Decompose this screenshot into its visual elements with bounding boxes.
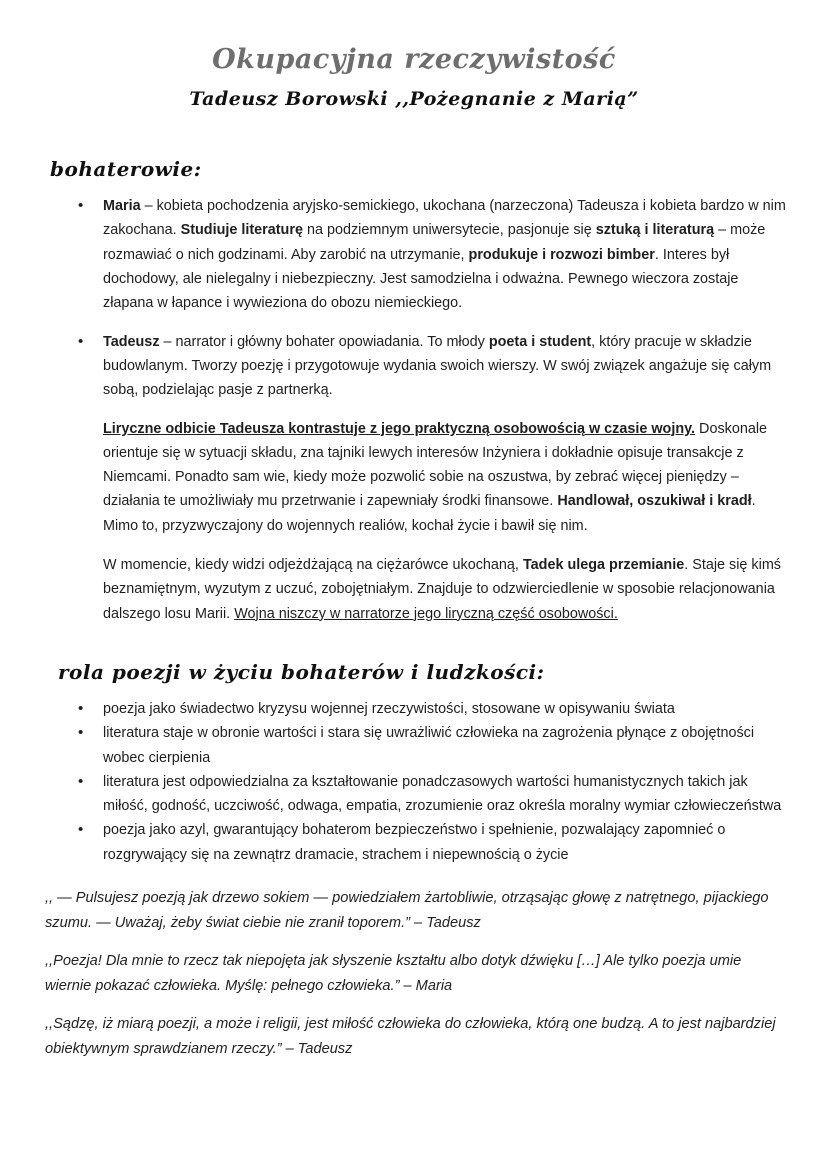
list-item-literature-values: • literatura staje w obronie wartości i stara się uwrażliwić człowieka na zagrożenia płynące z obojętności wobec cierpienia [103,721,790,770]
poetry-role-list [38,697,790,867]
characters-heading: bohaterowie: [50,157,202,182]
list-item-poetry-asylum: • poezja jako azyl, gwarantujący bohaterom bezpieczeństwo i spełnienie, pozwalający zapomnieć o rozgrywający się na zewnątrz dramacie, strachem i niepewnością o życie [103,818,790,867]
paragraph-transformation: W momencie, kiedy widzi odjeżdżającą na ciężarówce ukochaną, Tadek ulega przemianie. Staje się kimś beznamiętnym, wyzutym z uczuć, zobojętniałym. Znajduje to odzwierciedlenie w sposobie relacjonowania dalszego losu Marii. Wojna niszczy w narratorze jego liryczną część osobowości. [103,557,781,622]
quote-tadeusz-1: ,, — Pulsujesz poezją jak drzewo sokiem — powiedziałem żartobliwie, otrząsając głowę z natrętnego, pijackiego szumu. — Uważaj, żeby świat ciebie nie zranił toporem.” – Tadeusz [45,890,769,932]
paragraph-lyrical-contrast: Liryczne odbicie Tadeusza kontrastuje z jego praktyczną osobowością w czasie wojny. Doskonale orientuje się w sytuacji składu, zna tajniki lewych interesów Inżyniera i dokładnie opisuje transakcje z Niemcami. Ponadto sam wie, kiedy może pozwolić sobie na oszustwa, by zebrać więcej pieniędzy – działania te umożliwiały mu przetrwanie i zapewniały środki finansowe. Handlował, oszukiwał i kradł. Mimo to, przyzwyczajony do wojennych realiów, kochał życie i bawił się nim. [103,420,768,534]
page-subtitle: Tadeusz Borowski ,,Pożegnanie z Marią” [189,88,639,111]
list-item-poetry-testimony: • poezja jako świadectwo kryzysu wojennej rzeczywistości, stosowane w opisywaniu świata [103,697,790,721]
characters-list [38,194,790,402]
list-item-tadeusz: • Tadeusz – narrator i główny bohater opowiadania. To młody poeta i student, który pracuje w składzie budowlanym. Tworzy poezję i przygotowuje wydania swoich wierszy. W swój związek angażuje się całym sobą, podzielając pasje z partnerką. [103,330,790,403]
list-item-maria: • Maria – kobieta pochodzenia aryjsko-semickiego, ukochana (narzeczona) Tadeusza i kobieta bardzo w nim zakochana. Studiuje literaturę na podziemnym uniwersytecie, pasjonuje się sztuką i literaturą – może rozmawiać o nich godzinami. Aby zarobić na utrzymanie, produkuje i rozwozi bimber. Interes był dochodowy, ale nielegalny i niebezpieczny. Jest samodzielna i odważna. Pewnego wieczora zostaje złapana w łapance i wywieziona do obozu niemieckiego. [103,194,790,315]
quote-tadeusz-2: ,,Sądzę, iż miarą poezji, a może i religii, jest miłość człowieka do człowieka, którą one budzą. A to jest najbardziej obiektywnym sprawdzianem rzeczy.” – Tadeusz [45,1016,776,1058]
section-quotes [38,886,790,1062]
poetry-role-heading: rola poezji w życiu bohaterów i ludzkości: [58,659,545,684]
page-title: Okupacyjna rzeczywistość [212,44,616,75]
section-characters [38,157,790,626]
quote-maria: ,,Poezja! Dla mnie to rzecz tak niepojęta jak słyszenie kształtu albo dotyk dźwięku […] Ale tylko poezja umie wiernie pokazać człowieka. Myślę: pełnego człowieka.” – Maria [45,953,742,995]
section-poetry-role [38,660,790,867]
list-item-literature-humanistic: • literatura jest odpowiedzialna za kształtowanie ponadczasowych wartości humanistycznych takich jak miłość, godność, uczciwość, odwaga, empatia, zrozumienie oraz określa moralny wymiar człowieczeństwa [103,770,790,819]
